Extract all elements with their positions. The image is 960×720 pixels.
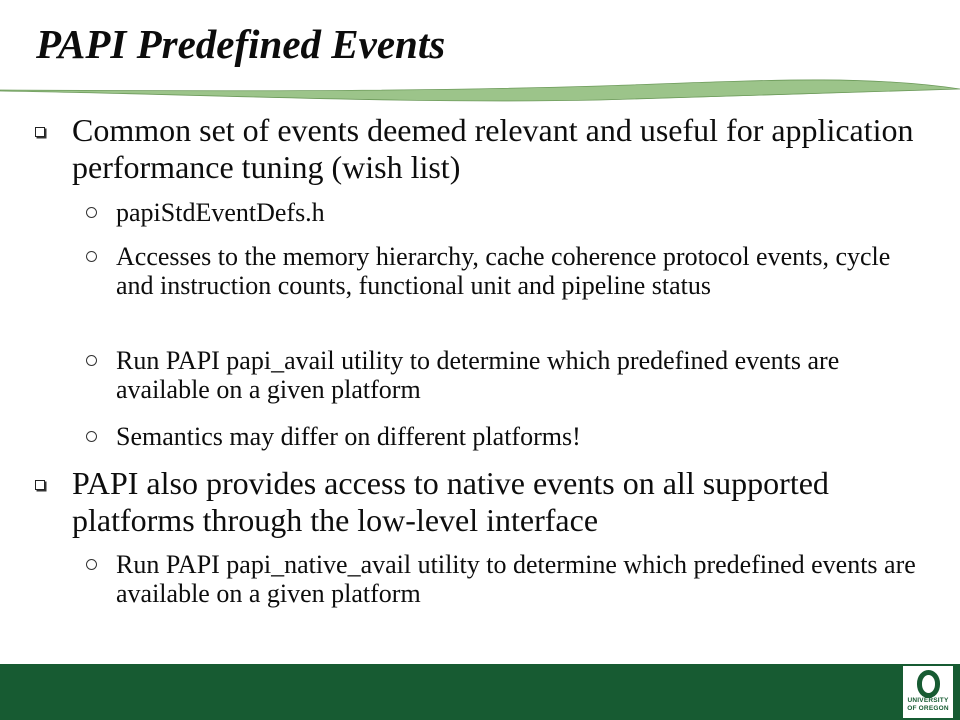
slide-title: PAPI Predefined Events bbox=[36, 21, 446, 67]
circle-bullet-icon bbox=[86, 355, 97, 366]
university-of-oregon-logo bbox=[903, 666, 953, 718]
bullet-1 bbox=[72, 112, 932, 186]
sub-bullet-1-4-text: Semantics may differ on different platforms! bbox=[116, 422, 581, 451]
circle-bullet-icon bbox=[86, 251, 97, 262]
sub-bullet-1-2-text: Accesses to the memory hierarchy, cache coherence protocol events, cycle and instruction counts, functional unit and pipeline status bbox=[116, 242, 891, 300]
sub-bullet-1-2 bbox=[116, 242, 926, 300]
sub-bullet-1-3 bbox=[116, 346, 926, 404]
sub-bullet-2-1 bbox=[116, 550, 926, 608]
circle-bullet-icon bbox=[86, 431, 97, 442]
logo-line-1: UNIVERSITY bbox=[907, 697, 949, 704]
circle-bullet-icon bbox=[86, 207, 97, 218]
sub-bullet-1-1 bbox=[116, 198, 926, 227]
square-bullet-icon bbox=[35, 127, 45, 137]
sub-bullet-1-1-text: papiStdEventDefs.h bbox=[116, 198, 325, 227]
bullet-2-text: PAPI also provides access to native events on all supported platforms through the low-level interface bbox=[72, 465, 829, 538]
footer-bar bbox=[0, 664, 960, 720]
sub-bullet-1-3-text: Run PAPI papi_avail utility to determine which predefined events are available on a given platform bbox=[116, 346, 840, 404]
bullet-1-text: Common set of events deemed relevant and useful for application performance tuning (wish list) bbox=[72, 112, 914, 185]
sub-bullet-2-1-text: Run PAPI papi_native_avail utility to determine which predefined events are available on a given platform bbox=[116, 550, 916, 608]
logo-wordmark bbox=[905, 697, 951, 712]
bullet-2 bbox=[72, 465, 932, 539]
square-bullet-icon bbox=[35, 480, 45, 490]
sub-bullet-1-4 bbox=[116, 422, 926, 451]
oregon-o-icon bbox=[917, 670, 940, 698]
logo-line-2: OF OREGON bbox=[907, 704, 949, 712]
circle-bullet-icon bbox=[86, 559, 97, 570]
